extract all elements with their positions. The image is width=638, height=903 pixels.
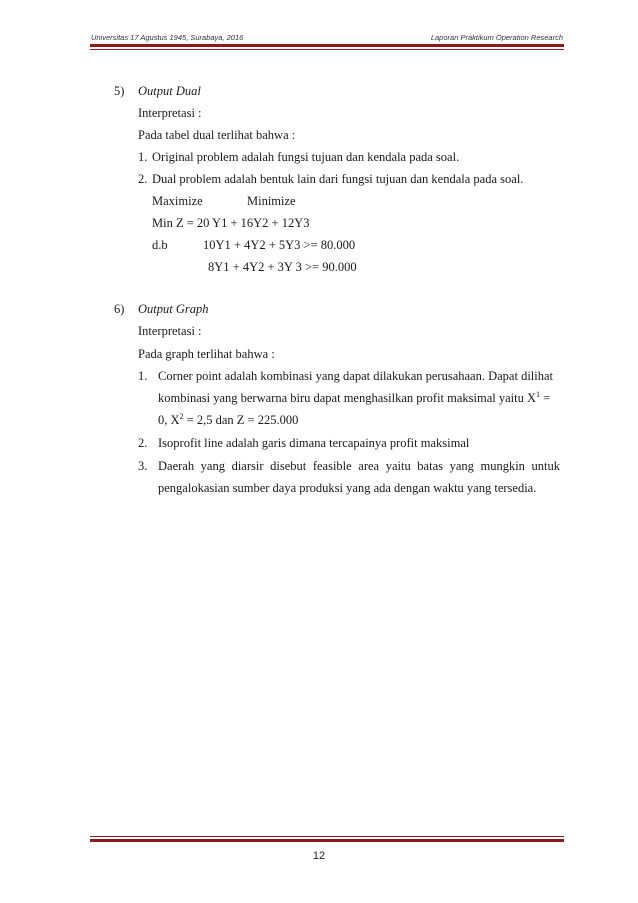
section-6-item-2-number: 2.: [138, 436, 148, 450]
section-5-number: 5): [114, 84, 125, 98]
section-6-item-3-line-2: pengalokasian sumber daya produksi yang ada dengan waktu yang tersedia.: [158, 481, 537, 495]
header-rule-thick: [90, 44, 564, 47]
min-z-equation: Min Z = 20 Y1 + 16Y2 + 12Y3: [152, 216, 310, 230]
section-6-item-2-text: Isoprofit line adalah garis dimana tercapainya profit maksimal: [158, 436, 470, 450]
section-6-item-3-number: 3.: [138, 459, 148, 473]
constraint-2: 8Y1 + 4Y2 + 3Y 3 >= 90.000: [208, 260, 357, 274]
section-5-item-2-number: 2.: [138, 172, 148, 186]
section-6-interpretasi: Interpretasi :: [138, 324, 202, 338]
section-6-item-3-line-1: Daerah yang diarsir disebut feasible area yaitu batas yang mungkin untuk: [158, 459, 560, 473]
section-5-intro: Pada tabel dual terlihat bahwa :: [138, 128, 296, 142]
footer-rule-thin: [90, 836, 564, 837]
section-5-title: Output Dual: [138, 84, 201, 98]
header-rule-thin: [90, 49, 564, 50]
section-5-interpretasi: Interpretasi :: [138, 106, 202, 120]
section-6-item-1-line-3: 0, $X^2 = 2,5$ dan Z = 225.000: [158, 412, 299, 427]
section-5-item-1-number: 1.: [138, 150, 148, 164]
page-number: 12: [312, 850, 326, 862]
section-6-number: 6): [114, 302, 125, 316]
db-label: d.b: [152, 238, 168, 252]
section-6-item-1-number: 1.: [138, 369, 148, 383]
footer-rule-thick: [90, 839, 564, 842]
header-right-text: Laporan Praktikum Operation Research: [430, 33, 563, 42]
section-5-item-2-text: Dual problem adalah bentuk lain dari fungsi tujuan dan kendala pada soal.: [152, 172, 524, 186]
section-6-item-1-line-1: Corner point adalah kombinasi yang dapat dilakukan perusahaan. Dapat dilihat: [158, 369, 554, 383]
maximize-label: Maximize: [152, 194, 203, 208]
section-6-intro: Pada graph terlihat bahwa :: [138, 347, 275, 361]
constraint-1: 10Y1 + 4Y2 + 5Y3 >= 80.000: [203, 238, 356, 252]
section-5-item-1-text: Original problem adalah fungsi tujuan dan kendala pada soal.: [152, 150, 460, 164]
section-6-title: Output Graph: [138, 302, 209, 316]
minimize-label: Minimize: [247, 194, 296, 208]
header-left-text: Universitas 17 Agustus 1945, Surabaya, 2016: [91, 33, 244, 42]
section-6-item-1-line-2: kombinasi yang berwarna biru dapat menghasilkan profit maksimal yaitu $X^1$ =: [158, 390, 551, 405]
